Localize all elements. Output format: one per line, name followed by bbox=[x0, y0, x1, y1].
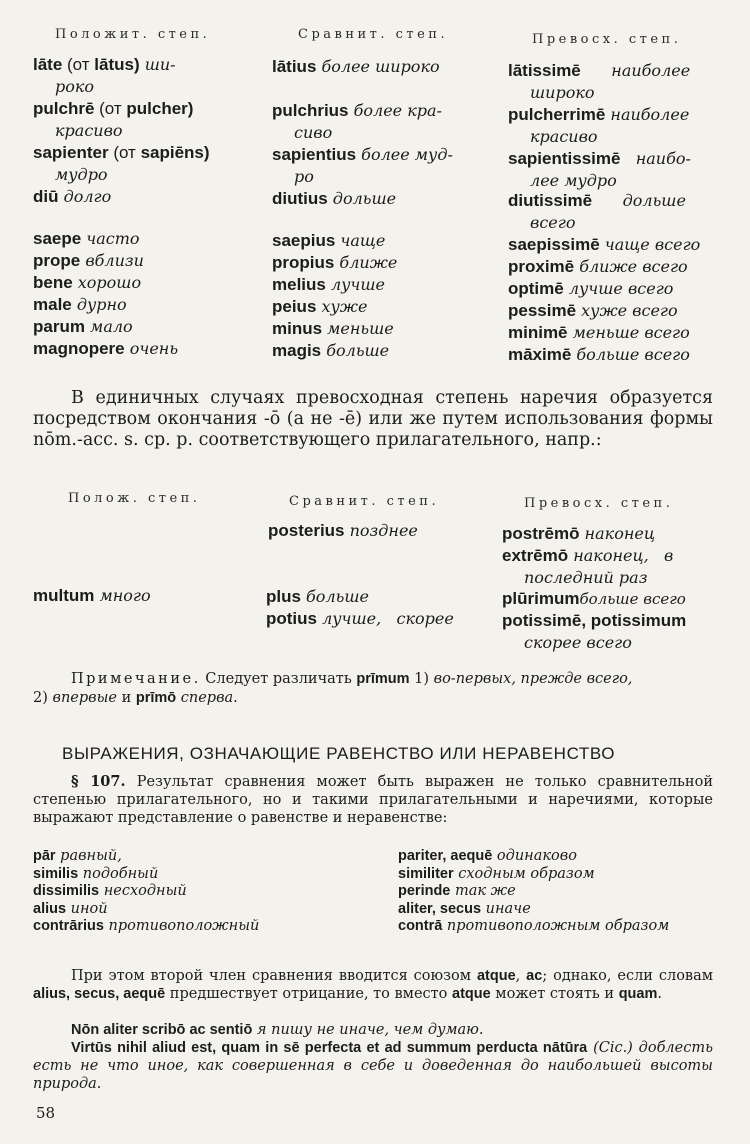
table1b-cell-pos-3 bbox=[33, 294, 127, 316]
list-left-gloss-3: иной bbox=[66, 900, 108, 917]
note-text-2: 1) bbox=[409, 671, 434, 687]
row-multum bbox=[33, 585, 151, 607]
table1b-sup-5-part-0: māximē bbox=[508, 345, 572, 364]
table1-sup-1-part-0: pulcherrimē bbox=[508, 105, 606, 124]
gloss-extremo-cont: последний раз bbox=[524, 568, 648, 587]
table1b-cell-sup-1 bbox=[508, 256, 688, 278]
table1b-comp-1-part-1: ближе bbox=[334, 253, 398, 272]
table1b-sup-2-part-1: лучше всего bbox=[563, 279, 674, 298]
list-left-gloss-0: равный, bbox=[55, 848, 122, 864]
header2-superlative: Превосх. степ. bbox=[524, 496, 674, 511]
p2-d: предшествует отрицание, то вместо bbox=[165, 986, 453, 1002]
list-right-gloss-0: одинаково bbox=[492, 848, 577, 864]
list-right-latin-3: aliter, secus bbox=[398, 900, 482, 917]
gloss-plus: больше bbox=[300, 587, 369, 606]
table1b-pos-3-part-1: дурно bbox=[71, 295, 127, 314]
list-left-item-0 bbox=[33, 848, 122, 865]
table1-cell-pos-2 bbox=[33, 142, 248, 185]
table1b-cell-comp-3 bbox=[272, 296, 367, 318]
row-extremo-cont bbox=[524, 567, 647, 589]
section-107 bbox=[33, 773, 713, 827]
list-left-latin-1: similis bbox=[33, 865, 79, 882]
example-2 bbox=[33, 1039, 713, 1093]
section-text: Результат сравнения может быть выражен не только сравнительной степенью прилагательного, но и такими прилагательными и наречиями, которые выражают представление о равенстве и неравенстве: bbox=[33, 774, 713, 826]
table1-pos-0-part-0: lāte bbox=[33, 55, 63, 74]
table1b-cell-pos-2 bbox=[33, 272, 141, 294]
table1-comp-0-part-1: более широко bbox=[316, 57, 440, 76]
table1-sup-0-cont: широко bbox=[530, 83, 595, 102]
table1b-cell-pos-4 bbox=[33, 316, 133, 338]
gloss-multum: много bbox=[94, 586, 151, 605]
table1-pos-0-part-2: lātus) bbox=[94, 55, 140, 74]
table1-comp-1-part-1: более кра- bbox=[348, 101, 442, 120]
table1b-sup-0-part-0: saepissimē bbox=[508, 235, 600, 254]
example-2-cicero: (Cic.) bbox=[593, 1040, 633, 1056]
table1b-sup-0-part-1: чаще всего bbox=[599, 235, 701, 254]
table1-cell-comp-0 bbox=[272, 56, 487, 78]
list-right-item-0 bbox=[398, 848, 577, 865]
table1-comp-1-part-0: pulchrius bbox=[272, 101, 349, 120]
note-gloss-2: впервые bbox=[52, 690, 117, 706]
word-plus: plus bbox=[266, 587, 301, 606]
header-comparative: Сравнит. степ. bbox=[298, 27, 449, 42]
p2-c: ; однако, если словам bbox=[542, 968, 714, 984]
table1-cell-sup-0 bbox=[508, 60, 720, 103]
table1-comp-2-part-1: более муд- bbox=[356, 145, 453, 164]
table1b-sup-3-part-1: хуже всего bbox=[576, 301, 678, 320]
table1-cell-comp-3 bbox=[272, 188, 487, 210]
list-right-latin-0: pariter, aequē bbox=[398, 848, 493, 864]
row-potissime-cont bbox=[524, 632, 632, 654]
table1-sup-3-part-0: diutissimē bbox=[508, 191, 593, 210]
table1b-pos-5-part-0: magnopere bbox=[33, 339, 125, 358]
list-left-latin-3: alius bbox=[33, 900, 67, 917]
p2-quam: quam bbox=[618, 986, 658, 1002]
table1b-comp-3-part-0: peius bbox=[272, 297, 317, 316]
table1-comp-1-cont: сиво bbox=[294, 123, 333, 142]
gloss-extremo: наконец, в bbox=[568, 546, 674, 565]
table1-sup-2-part-1: наибо- bbox=[620, 149, 691, 168]
table1b-cell-comp-1 bbox=[272, 252, 397, 274]
note-text-4: и bbox=[116, 690, 136, 706]
list-left-item-3 bbox=[33, 901, 108, 918]
table1b-sup-4-part-0: minimē bbox=[508, 323, 568, 342]
example-1 bbox=[71, 1021, 711, 1039]
table1b-comp-0-part-1: чаще bbox=[335, 231, 386, 250]
table1b-pos-2-part-0: bene bbox=[33, 273, 73, 292]
gloss-plurimum: больше всего bbox=[579, 590, 686, 608]
word-potissime: potissimē, potissimum bbox=[502, 611, 687, 630]
table1b-cell-pos-0 bbox=[33, 228, 140, 250]
list-right-latin-2: perinde bbox=[398, 883, 451, 899]
row-extremo bbox=[502, 545, 714, 567]
table1b-sup-1-part-0: proximē bbox=[508, 257, 575, 276]
table1b-pos-4-part-1: мало bbox=[84, 317, 133, 336]
table1-pos-2-part-2: sapiēns) bbox=[140, 143, 210, 162]
table1-comp-2-cont: ро bbox=[294, 167, 314, 186]
row-plus bbox=[266, 586, 369, 608]
table1b-cell-sup-0 bbox=[508, 234, 700, 256]
list-left-gloss-2: несходный bbox=[99, 883, 187, 899]
table1b-sup-4-part-1: меньше всего bbox=[567, 323, 690, 342]
list-left-gloss-1: подобный bbox=[78, 865, 159, 882]
table1-pos-2-part-0: sapienter bbox=[33, 143, 109, 162]
section-heading: ВЫРАЖЕНИЯ, ОЗНАЧАЮЩИЕ РАВЕНСТВО ИЛИ НЕРАВЕНСТВО bbox=[62, 744, 616, 763]
p2-ac: ac bbox=[526, 968, 543, 984]
note-block bbox=[33, 670, 713, 708]
table1-cell-pos-0 bbox=[33, 54, 248, 97]
list-right-gloss-4: противоположным образом bbox=[442, 918, 670, 934]
p2-a: При этом второй член сравнения вводится союзом bbox=[71, 968, 477, 984]
table1-cell-sup-3 bbox=[508, 190, 720, 233]
note-text-1: Следует различать bbox=[200, 671, 357, 687]
p2-alius: alius, secus, aequē bbox=[33, 986, 166, 1002]
p2-atque2: atque bbox=[452, 986, 491, 1002]
table1-sup-1-part-1: наиболее bbox=[605, 105, 690, 124]
note-text-3: 2) bbox=[33, 690, 53, 706]
table1-sup-1-cont: красиво bbox=[530, 127, 598, 146]
p2-atque: atque bbox=[476, 968, 516, 984]
section-number: § 107. bbox=[71, 773, 126, 790]
list-left-item-4 bbox=[33, 918, 259, 935]
word-posterius: posterius bbox=[268, 521, 345, 540]
table1-sup-0-part-1: наиболее bbox=[580, 61, 691, 80]
example-2-latin: Virtūs nihil aliud est, quam in sē perfecta et ad summum perducta nātūra bbox=[71, 1040, 588, 1056]
table1b-sup-1-part-1: ближе всего bbox=[574, 257, 688, 276]
table1b-cell-comp-5 bbox=[272, 340, 389, 362]
table1-pos-1-part-0: pulchrē bbox=[33, 99, 95, 118]
paragraph-superlative-o: В единичных случаях превосходная степень наречия образуется посредством окончания -ō (а не -ē) или же путем использования формы nōm.-acc. s. ср. р. соответствующего прилагательного, напр.: bbox=[33, 388, 713, 450]
note-label: Примечание. bbox=[71, 671, 201, 687]
list-right-gloss-1: сходным образом bbox=[453, 865, 595, 882]
p2-e: может стоять и bbox=[490, 986, 619, 1002]
table1b-pos-1-part-0: prope bbox=[33, 251, 81, 270]
example-2-russian: доблесть есть не что иное, как совершенная в себе и доведенная до наибольшей высоты природа. bbox=[33, 1040, 714, 1092]
table1b-comp-2-part-0: melius bbox=[272, 275, 326, 294]
list-right-item-4 bbox=[398, 918, 669, 935]
table1b-comp-3-part-1: хуже bbox=[316, 297, 368, 316]
table1b-comp-4-part-0: minus bbox=[272, 319, 323, 338]
table1b-cell-comp-4 bbox=[272, 318, 394, 340]
table1b-cell-sup-4 bbox=[508, 322, 690, 344]
table1-cell-pos-1 bbox=[33, 98, 248, 141]
table1b-cell-sup-2 bbox=[508, 278, 673, 300]
list-right-gloss-2: так же bbox=[450, 883, 516, 899]
table1-sup-3-part-1: дольше bbox=[592, 191, 686, 210]
table1b-pos-4-part-0: parum bbox=[33, 317, 85, 336]
list-left-item-1 bbox=[33, 866, 158, 883]
table1b-pos-1-part-1: вблизи bbox=[80, 251, 144, 270]
table1-pos-3-part-1: долго bbox=[58, 187, 112, 206]
table1-cell-comp-2 bbox=[272, 144, 487, 187]
table1-cell-comp-1 bbox=[272, 100, 487, 143]
table1-comp-2-part-0: sapientius bbox=[272, 145, 357, 164]
list-right-item-3 bbox=[398, 901, 531, 918]
row-posterius bbox=[268, 520, 418, 542]
table1b-comp-5-part-0: magis bbox=[272, 341, 322, 360]
row-plurimum bbox=[502, 588, 686, 610]
table1-sup-2-part-0: sapientissimē bbox=[508, 149, 621, 168]
list-left-latin-4: contrārius bbox=[33, 918, 104, 934]
table1-comp-0-part-0: lātius bbox=[272, 57, 317, 76]
gloss-postremo: наконец bbox=[579, 524, 655, 543]
table1-pos-0-part-3: ши- bbox=[139, 55, 176, 74]
table1b-pos-0-part-1: часто bbox=[81, 229, 140, 248]
table1-pos-1-part-1: (от bbox=[94, 99, 127, 118]
gloss-potius: лучше, скорее bbox=[317, 609, 454, 628]
table1-pos-2-part-1: (от bbox=[108, 143, 141, 162]
list-left-item-2 bbox=[33, 883, 187, 900]
table1b-comp-5-part-1: больше bbox=[321, 341, 390, 360]
table1b-cell-pos-1 bbox=[33, 250, 144, 272]
list-left-gloss-4: противоположный bbox=[103, 918, 260, 934]
row-potissime bbox=[502, 610, 686, 632]
gloss-posterius: позднее bbox=[344, 521, 418, 540]
list-right-latin-4: contrā bbox=[398, 918, 443, 934]
list-left-latin-2: dissimilis bbox=[33, 883, 100, 899]
list-left-latin-0: pār bbox=[33, 848, 56, 864]
word-multum: multum bbox=[33, 586, 95, 605]
table1b-cell-comp-0 bbox=[272, 230, 385, 252]
table1-comp-3-part-1: дольше bbox=[327, 189, 397, 208]
example-1-latin: Nōn aliter scribō ac sentiō bbox=[71, 1022, 253, 1038]
table1-comp-3-part-0: diutius bbox=[272, 189, 328, 208]
table1-cell-sup-2 bbox=[508, 148, 720, 191]
table1b-pos-0-part-0: saepe bbox=[33, 229, 82, 248]
table1b-comp-0-part-0: saepius bbox=[272, 231, 336, 250]
table1-sup-0-part-0: lātissimē bbox=[508, 61, 581, 80]
header-positive: Положит. степ. bbox=[55, 27, 211, 42]
table1b-pos-3-part-0: male bbox=[33, 295, 72, 314]
list-right-item-2 bbox=[398, 883, 516, 900]
table1b-comp-2-part-1: лучше bbox=[325, 275, 385, 294]
table1-pos-3-part-0: diū bbox=[33, 187, 59, 206]
p2-f: . bbox=[657, 986, 662, 1002]
gloss-potissime: скорее всего bbox=[524, 633, 632, 652]
note-gloss-3: сперва. bbox=[176, 690, 238, 706]
example-1-russian: я пишу не иначе, чем думаю. bbox=[252, 1022, 484, 1038]
row-potius bbox=[266, 608, 454, 630]
list-right-latin-1: similiter bbox=[398, 865, 454, 882]
table1-cell-sup-1 bbox=[508, 104, 720, 147]
table1b-sup-3-part-0: pessimē bbox=[508, 301, 577, 320]
table1b-pos-2-part-1: хорошо bbox=[72, 273, 142, 292]
table1b-sup-2-part-0: optimē bbox=[508, 279, 564, 298]
header-superlative: Превосх. степ. bbox=[532, 32, 682, 47]
table1-pos-1-cont: красиво bbox=[55, 121, 123, 140]
table1-pos-0-part-1: (от bbox=[62, 55, 95, 74]
note-primum: prīmum bbox=[356, 671, 410, 687]
table1b-comp-4-part-1: меньше bbox=[322, 319, 394, 338]
p2-b: , bbox=[515, 968, 527, 984]
table1b-sup-5-part-1: больше всего bbox=[571, 345, 690, 364]
table1-pos-0-cont: роко bbox=[55, 77, 95, 96]
word-extremo: extrēmō bbox=[502, 546, 569, 565]
table1-pos-1-part-2: pulcher) bbox=[126, 99, 194, 118]
table1-sup-3-cont: всего bbox=[530, 213, 576, 232]
table1b-comp-1-part-0: propius bbox=[272, 253, 335, 272]
word-postremo: postrēmō bbox=[502, 524, 580, 543]
table1-sup-2-cont: лее мудро bbox=[530, 171, 617, 190]
note-primo: prīmō bbox=[135, 690, 177, 706]
header2-positive: Полож. степ. bbox=[68, 491, 201, 506]
paragraph-atque bbox=[33, 967, 713, 1003]
list-right-item-1 bbox=[398, 866, 595, 883]
table1b-cell-comp-2 bbox=[272, 274, 385, 296]
table1b-cell-sup-3 bbox=[508, 300, 678, 322]
list-right-gloss-3: иначе bbox=[481, 900, 531, 917]
table1-pos-2-cont: мудро bbox=[55, 165, 108, 184]
table1b-pos-5-part-1: очень bbox=[124, 339, 179, 358]
word-plurimum: plūrimum bbox=[502, 589, 580, 608]
page-number: 58 bbox=[36, 1104, 56, 1122]
note-gloss-1: во-первых, прежде всего, bbox=[433, 671, 633, 687]
word-potius: potius bbox=[266, 609, 317, 628]
table1-cell-pos-3 bbox=[33, 186, 248, 208]
table1b-cell-pos-5 bbox=[33, 338, 178, 360]
row-postremo bbox=[502, 523, 655, 545]
table1b-cell-sup-5 bbox=[508, 344, 690, 366]
header2-comparative: Сравнит. степ. bbox=[289, 494, 440, 509]
